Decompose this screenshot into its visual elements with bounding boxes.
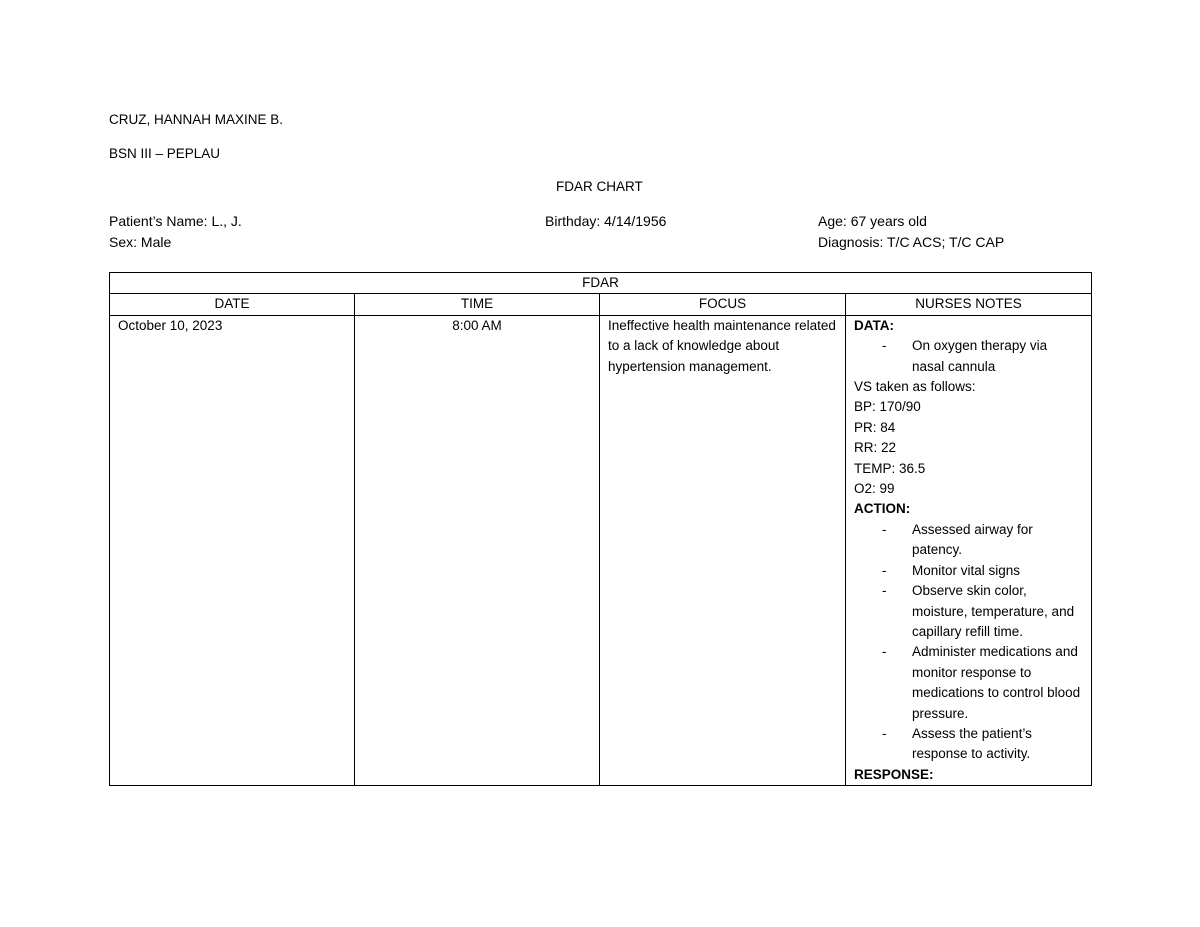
patient-sex: Sex: Male bbox=[109, 234, 172, 250]
cell-time: 8:00 AM bbox=[355, 315, 600, 785]
vital-rr: RR: 22 bbox=[854, 440, 897, 456]
data-item: On oxygen therapy via nasal cannula bbox=[912, 338, 1048, 374]
list-item bbox=[854, 520, 1083, 561]
list-item bbox=[854, 336, 1083, 377]
vital-o2: O2: 99 bbox=[854, 481, 895, 497]
vs-label: VS taken as follows: bbox=[854, 379, 976, 395]
table-caption-row bbox=[110, 273, 1092, 294]
cell-focus: Ineffective health maintenance related to a lack of knowledge about hypertension management. bbox=[600, 315, 846, 785]
column-header-focus: FOCUS bbox=[600, 294, 846, 315]
response-label: RESPONSE: bbox=[854, 766, 934, 782]
vital-pr: PR: 84 bbox=[854, 419, 896, 435]
vital-temp: TEMP: 36.5 bbox=[854, 460, 926, 476]
vital-bp: BP: 170/90 bbox=[854, 399, 921, 415]
table-row bbox=[110, 315, 1092, 785]
bullet-dash: - bbox=[882, 338, 887, 354]
action-item: Assessed airway for patency. bbox=[912, 521, 1033, 558]
bullet-dash: - bbox=[882, 562, 887, 578]
bullet-dash: - bbox=[882, 644, 887, 660]
cell-nurses-notes bbox=[846, 315, 1092, 785]
list-item bbox=[854, 581, 1083, 642]
bullet-dash: - bbox=[882, 521, 887, 537]
column-header-date: DATE bbox=[110, 294, 355, 315]
data-label: DATA: bbox=[854, 317, 894, 333]
patient-name: Patient’s Name: L., J. bbox=[109, 213, 242, 229]
action-label: ACTION: bbox=[854, 501, 911, 517]
patient-age: Age: 67 years old bbox=[818, 213, 927, 229]
action-item: Administer medications and monitor response to medications to control blood pressure. bbox=[912, 644, 1081, 721]
action-item: Assess the patient’s response to activity. bbox=[912, 725, 1032, 762]
bullet-dash: - bbox=[882, 725, 887, 741]
fdar-table bbox=[109, 272, 1092, 786]
action-item: Observe skin color, moisture, temperature, and capillary refill time. bbox=[912, 583, 1075, 639]
list-item bbox=[854, 561, 1083, 581]
patient-diagnosis: Diagnosis: T/C ACS; T/C CAP bbox=[818, 234, 1005, 250]
table-caption: FDAR bbox=[110, 273, 1092, 294]
cell-date: October 10, 2023 bbox=[110, 315, 355, 785]
patient-birthday: Birthday: 4/14/1956 bbox=[545, 213, 667, 229]
list-item bbox=[854, 642, 1083, 724]
student-name: CRUZ, HANNAH MAXINE B. bbox=[109, 112, 284, 127]
table-header-row bbox=[110, 294, 1092, 315]
action-item: Monitor vital signs bbox=[912, 562, 1021, 578]
chart-title: FDAR CHART bbox=[556, 179, 643, 194]
bullet-dash: - bbox=[882, 583, 887, 599]
column-header-nurses-notes: NURSES NOTES bbox=[846, 294, 1092, 315]
course-section: BSN III – PEPLAU bbox=[109, 146, 221, 161]
column-header-time: TIME bbox=[355, 294, 600, 315]
list-item bbox=[854, 724, 1083, 765]
